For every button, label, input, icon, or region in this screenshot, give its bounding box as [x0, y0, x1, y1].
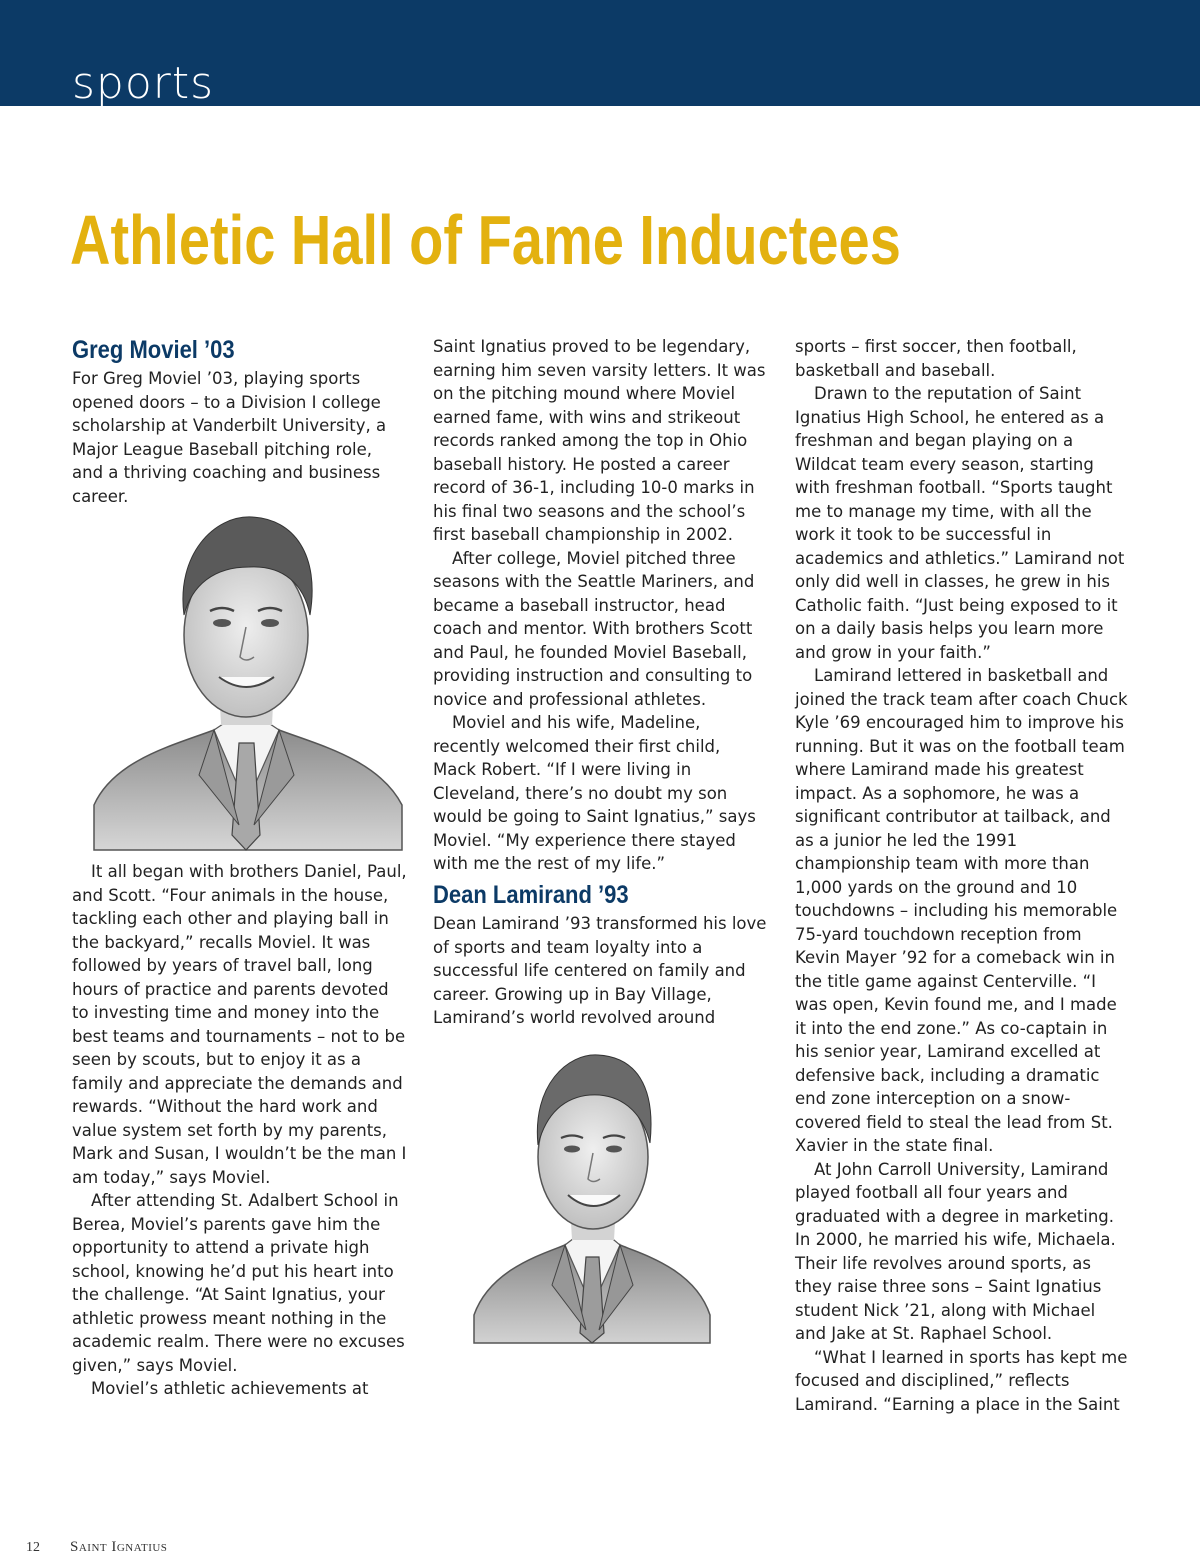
publication-name: Saint Ignatius: [70, 1539, 168, 1555]
moviel-paragraph-5: Moviel and his wife, Madeline, recently welcomed their first child, Mack Robert. “If I were living in Cleveland, there’s no doubt my son would be going to Saint Ignatius,” says Moviel. “My experience there stayed with me the rest of my life.”: [433, 713, 756, 873]
moviel-intro: For Greg Moviel ’03, playing sports opened doors – to a Division I college scholarship at Vanderbilt University, a Major League Baseball pitching role, and a thriving coaching and business career.: [72, 369, 387, 506]
portrait-lamirand: [470, 1045, 715, 1350]
column-2: [433, 335, 768, 876]
portrait-moviel: [84, 505, 409, 860]
moviel-paragraph-4: After college, Moviel pitched three seasons with the Seattle Mariners, and became a baseball instructor, head coach and mentor. With brothers Scott and Paul, he founded Moviel Baseball, providing instruction and consulting to novice and professional athletes.: [433, 548, 755, 709]
lamirand-paragraph-2: Lamirand lettered in basketball and joined the track team after coach Chuck Kyle ’69 encouraged him to improve his running. But it was on the football team where Lamirand made his greatest impact. As a sophomore, he was a significant contributor at tailback, and as a junior he led the 1991 championship team with more than 1,000 yards on the ground and 10 touchdowns – including his memorable 75-yard touchdown reception from Kevin Mayer ’92 for a comeback win in the title game against Centerville. “I was open, Kevin found me, and I made it into the end zone.” As co-captain in his senior year, Lamirand excelled at defensive back, including a dramatic end zone interception on a snow-covered field to steal the lead from St. Xavier in the state final.: [795, 666, 1128, 1155]
moviel-paragraph-3-cont: Saint Ignatius proved to be legendary, earning him seven varsity letters. It was on the pitching mound where Moviel earned fame, with wins and strikeout records ranked among the top in Ohio baseball history. He posted a career record of 36-1, including 10-0 marks in his final two seasons and the school’s first baseball championship in 2002.: [433, 337, 766, 544]
inductee-name-lamirand: Dean Lamirand ’93: [433, 881, 629, 909]
lamirand-paragraph-3: At John Carroll University, Lamirand played football all four years and graduated with a degree in marketing. In 2000, he married his wife, Michaela. Their life revolves around sports, as they raise three sons – Saint Ignatius student Nick ’21, along with Michael and Jake at St. Raphael School.: [795, 1159, 1116, 1343]
lamirand-intro: Dean Lamirand ’93 transformed his love of sports and team loyalty into a successful life centered on family and career. Growing up in Bay Village, Lamirand’s world revolved around: [433, 914, 767, 1027]
lamirand-intro-cont: sports – first soccer, then football, basketball and baseball.: [795, 337, 1077, 380]
page-number: 12: [26, 1540, 40, 1555]
moviel-paragraph-2: After attending St. Adalbert School in Berea, Moviel’s parents gave him the opportunity to attend a private high school, knowing he’d put his heart into the challenge. “At Saint Ignatius, your athletic prowess meant nothing in the academic realm. There were no excuses given,” says Moviel.: [72, 1191, 405, 1375]
header-bar: [0, 0, 1200, 109]
moviel-paragraph-1: It all began with brothers Daniel, Paul, and Scott. “Four animals in the house, tackling each other and playing ball in the backyard,” recalls Moviel. It was followed by years of travel ball, long hours of practice and parents devoted to investing time and money into the best teams and tournaments – not to be seen by scouts, but to enjoy it as a family and appreciate the demands and rewards. “Without the hard work and value system set forth by my parents, Mark and Susan, I wouldn’t be the man I am today,” says Moviel.: [72, 862, 407, 1187]
column-1: [72, 338, 407, 508]
column-2-lamirand: [433, 883, 768, 1030]
column-3: [795, 335, 1130, 1416]
lamirand-paragraph-4: “What I learned in sports has kept me focused and disciplined,” reflects Lamirand. “Earning a place in the Saint: [795, 1347, 1128, 1414]
inductee-name-moviel: Greg Moviel ’03: [72, 336, 235, 364]
moviel-paragraph-3-start: Moviel’s athletic achievements at: [91, 1379, 369, 1398]
section-label: sports: [72, 58, 215, 109]
column-1-body: [72, 860, 407, 1401]
lamirand-paragraph-1: Drawn to the reputation of Saint Ignatius High School, he entered as a freshman and began playing on a Wildcat team every season, starting with freshman football. “Sports taught me to manage my time, with all the work it took to be successful in academics and athletics.” Lamirand not only did well in classes, he grew in his Catholic faith. “Just being exposed to it on a daily basis helps you learn more and grow in your faith.”: [795, 384, 1125, 662]
page-title: Athletic Hall of Fame Inductees: [70, 201, 901, 279]
